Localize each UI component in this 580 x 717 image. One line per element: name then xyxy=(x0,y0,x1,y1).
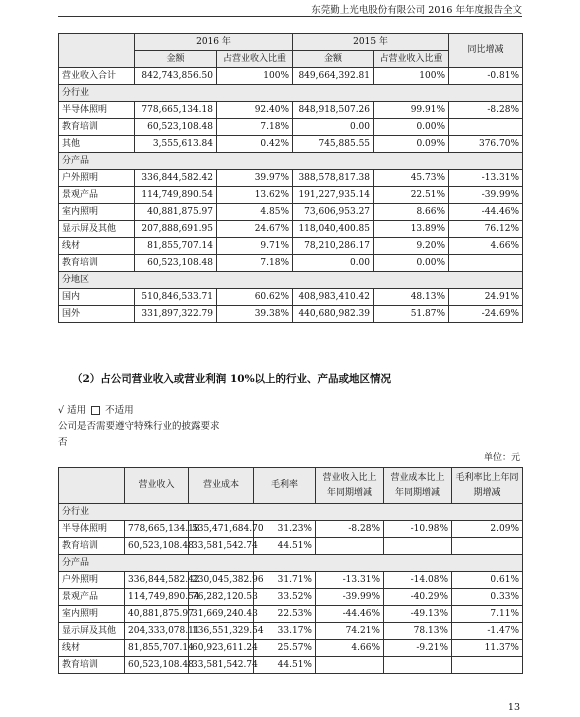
yoy-cell: -13.31% xyxy=(449,170,523,187)
amount-2016-cell: 3,555,613.84 xyxy=(135,136,217,153)
header-margin: 毛利率 xyxy=(254,468,316,504)
table-row xyxy=(59,589,523,606)
revenue-cell: 336,844,582.42 xyxy=(125,572,189,589)
share-2016-cell: 39.38% xyxy=(217,306,293,323)
revenue-change-cell: 74.21% xyxy=(316,623,384,640)
revenue-change-cell xyxy=(316,538,384,555)
amount-2015-cell: 848,918,507.26 xyxy=(293,102,374,119)
industry-product-table xyxy=(58,467,523,674)
revenue-change-cell: 4.66% xyxy=(316,640,384,657)
margin-change-cell: 7.11% xyxy=(452,606,523,623)
header-share-2015: 占营业收入比重 xyxy=(374,51,449,68)
page-number: 13 xyxy=(507,702,520,713)
row-label: 显示屏及其他 xyxy=(59,221,135,238)
applicability-line xyxy=(58,402,134,416)
yoy-cell: -24.69% xyxy=(449,306,523,323)
table-row xyxy=(59,606,523,623)
section-row xyxy=(59,272,523,289)
share-2016-cell: 24.67% xyxy=(217,221,293,238)
amount-2015-cell: 745,885.55 xyxy=(293,136,374,153)
header-2015: 2015 年 xyxy=(293,34,449,51)
revenue-cell: 114,749,890.54 xyxy=(125,589,189,606)
margin-change-cell: 0.61% xyxy=(452,572,523,589)
revenue-composition-body xyxy=(59,68,523,323)
section-label: 分产品 xyxy=(59,153,523,170)
checkbox-icon xyxy=(91,406,100,415)
cost-cell: 60,923,611.24 xyxy=(189,640,254,657)
revenue-cell: 60,523,108.48 xyxy=(125,538,189,555)
header-revenue: 营业收入 xyxy=(125,468,189,504)
table-row xyxy=(59,255,523,272)
amount-2015-cell: 73,606,953.27 xyxy=(293,204,374,221)
amount-2016-cell: 81,855,707.14 xyxy=(135,238,217,255)
cost-cell: 33,581,542.74 xyxy=(189,538,254,555)
table-row xyxy=(59,68,523,85)
table-row xyxy=(59,623,523,640)
yoy-cell: -39.99% xyxy=(449,187,523,204)
amount-2015-cell: 388,578,817.38 xyxy=(293,170,374,187)
amount-2015-cell: 118,040,400.85 xyxy=(293,221,374,238)
cost-change-cell: -14.08% xyxy=(384,572,452,589)
share-2016-cell: 39.97% xyxy=(217,170,293,187)
table-row xyxy=(59,657,523,674)
header-share-2016: 占营业收入比重 xyxy=(217,51,293,68)
margin-cell: 25.57% xyxy=(254,640,316,657)
revenue-change-cell: -8.28% xyxy=(316,521,384,538)
margin-change-cell xyxy=(452,538,523,555)
amount-2016-cell: 60,523,108.48 xyxy=(135,119,217,136)
share-2015-cell: 0.00% xyxy=(374,255,449,272)
amount-2016-cell: 207,888,691.95 xyxy=(135,221,217,238)
row-label: 国外 xyxy=(59,306,135,323)
disclosure-answer: 否 xyxy=(58,437,68,448)
row-label: 室内照明 xyxy=(59,204,135,221)
row-label: 景观产品 xyxy=(59,187,135,204)
table-row xyxy=(59,306,523,323)
margin-change-cell: -1.47% xyxy=(452,623,523,640)
yoy-cell: -0.81% xyxy=(449,68,523,85)
amount-2015-cell: 191,227,935.14 xyxy=(293,187,374,204)
row-label: 室内照明 xyxy=(59,606,125,623)
share-2016-cell: 0.42% xyxy=(217,136,293,153)
row-label: 教育培训 xyxy=(59,119,135,136)
share-2015-cell: 99.91% xyxy=(374,102,449,119)
row-label: 教育培训 xyxy=(59,255,135,272)
share-2016-cell: 7.18% xyxy=(217,255,293,272)
section-row xyxy=(59,85,523,102)
share-2016-cell: 100% xyxy=(217,68,293,85)
margin-cell: 33.17% xyxy=(254,623,316,640)
yoy-cell xyxy=(449,119,523,136)
header-cost-change: 营业成本比上年同期增减 xyxy=(384,468,452,504)
margin-change-cell: 0.33% xyxy=(452,589,523,606)
share-2016-cell: 4.85% xyxy=(217,204,293,221)
margin-change-cell: 2.09% xyxy=(452,521,523,538)
header-rule xyxy=(58,16,522,17)
amount-2016-cell: 60,523,108.48 xyxy=(135,255,217,272)
table-row xyxy=(59,136,523,153)
share-2016-cell: 13.62% xyxy=(217,187,293,204)
share-2015-cell: 13.89% xyxy=(374,221,449,238)
share-2015-cell: 100% xyxy=(374,68,449,85)
row-label: 户外照明 xyxy=(59,572,125,589)
header-cost: 营业成本 xyxy=(189,468,254,504)
applicable-check-icon: √ xyxy=(58,405,65,416)
cost-change-cell: -9.21% xyxy=(384,640,452,657)
share-2015-cell: 0.09% xyxy=(374,136,449,153)
cost-cell: 76,282,120.53 xyxy=(189,589,254,606)
margin-cell: 44.51% xyxy=(254,657,316,674)
header-blank xyxy=(59,468,125,504)
share-2016-cell: 9.71% xyxy=(217,238,293,255)
cost-cell: 535,471,684.70 xyxy=(189,521,254,538)
unit-label: 单位：元 xyxy=(483,453,520,463)
amount-2015-cell: 0.00 xyxy=(293,119,374,136)
revenue-change-cell: -44.46% xyxy=(316,606,384,623)
section-label: 分行业 xyxy=(59,504,523,521)
share-2015-cell: 48.13% xyxy=(374,289,449,306)
yoy-cell: 76.12% xyxy=(449,221,523,238)
revenue-change-cell: -39.99% xyxy=(316,589,384,606)
row-label: 显示屏及其他 xyxy=(59,623,125,640)
header-amount-2015: 金额 xyxy=(293,51,374,68)
cost-change-cell: -10.98% xyxy=(384,521,452,538)
page-header: 东莞勤上光电股份有限公司 2016 年年度报告全文 xyxy=(311,5,522,16)
amount-2016-cell: 778,665,134.18 xyxy=(135,102,217,119)
revenue-cell: 204,333,078.11 xyxy=(125,623,189,640)
table-row xyxy=(59,170,523,187)
table-row xyxy=(59,238,523,255)
table-row xyxy=(59,187,523,204)
header-margin-change: 毛利率比上年同期增减 xyxy=(452,468,523,504)
margin-cell: 31.23% xyxy=(254,521,316,538)
amount-2015-cell: 849,664,392.81 xyxy=(293,68,374,85)
cost-cell: 230,045,382.96 xyxy=(189,572,254,589)
table-row xyxy=(59,640,523,657)
amount-2015-cell: 440,680,982.39 xyxy=(293,306,374,323)
share-2015-cell: 8.66% xyxy=(374,204,449,221)
yoy-cell: 4.66% xyxy=(449,238,523,255)
row-label: 国内 xyxy=(59,289,135,306)
amount-2016-cell: 842,743,856.50 xyxy=(135,68,217,85)
row-label: 其他 xyxy=(59,136,135,153)
row-label: 户外照明 xyxy=(59,170,135,187)
amount-2016-cell: 336,844,582.42 xyxy=(135,170,217,187)
amount-2016-cell: 40,881,875.97 xyxy=(135,204,217,221)
section-label: 分行业 xyxy=(59,85,523,102)
cost-cell: 33,581,542.74 xyxy=(189,657,254,674)
cost-change-cell xyxy=(384,657,452,674)
applicable-label: 适用 xyxy=(67,405,87,416)
cost-cell: 136,551,329.54 xyxy=(189,623,254,640)
section-heading: （2）占公司营业收入或营业利润 10%以上的行业、产品或地区情况 xyxy=(72,373,392,385)
revenue-change-cell: -13.31% xyxy=(316,572,384,589)
section-row xyxy=(59,555,523,572)
amount-2016-cell: 331,897,322.79 xyxy=(135,306,217,323)
yoy-cell: 24.91% xyxy=(449,289,523,306)
header-yoy: 同比增减 xyxy=(449,34,523,68)
yoy-cell: -44.46% xyxy=(449,204,523,221)
cost-change-cell: -49.13% xyxy=(384,606,452,623)
section-label: 分产品 xyxy=(59,555,523,572)
header-revenue-change: 营业收入比上年同期增减 xyxy=(316,468,384,504)
row-label: 半导体照明 xyxy=(59,102,135,119)
table-row xyxy=(59,538,523,555)
share-2016-cell: 60.62% xyxy=(217,289,293,306)
yoy-cell: 376.70% xyxy=(449,136,523,153)
revenue-composition-table xyxy=(58,33,523,323)
table-row xyxy=(59,572,523,589)
revenue-cell: 40,881,875.97 xyxy=(125,606,189,623)
share-2015-cell: 22.51% xyxy=(374,187,449,204)
margin-cell: 33.52% xyxy=(254,589,316,606)
amount-2015-cell: 0.00 xyxy=(293,255,374,272)
share-2015-cell: 0.00% xyxy=(374,119,449,136)
industry-product-body xyxy=(59,504,523,674)
table-row xyxy=(59,221,523,238)
cost-change-cell: 78.13% xyxy=(384,623,452,640)
header-amount-2016: 金额 xyxy=(135,51,217,68)
share-2015-cell: 51.87% xyxy=(374,306,449,323)
revenue-change-cell xyxy=(316,657,384,674)
share-2016-cell: 92.40% xyxy=(217,102,293,119)
section-row xyxy=(59,153,523,170)
margin-change-cell: 11.37% xyxy=(452,640,523,657)
revenue-cell: 60,523,108.48 xyxy=(125,657,189,674)
yoy-cell xyxy=(449,255,523,272)
revenue-cell: 778,665,134.18 xyxy=(125,521,189,538)
row-label: 教育培训 xyxy=(59,657,125,674)
cost-change-cell xyxy=(384,538,452,555)
amount-2016-cell: 510,846,533.71 xyxy=(135,289,217,306)
cost-change-cell: -40.29% xyxy=(384,589,452,606)
disclosure-question: 公司是否需要遵守特殊行业的披露要求 xyxy=(58,421,220,432)
header-2016: 2016 年 xyxy=(135,34,293,51)
row-label: 线材 xyxy=(59,238,135,255)
share-2016-cell: 7.18% xyxy=(217,119,293,136)
yoy-cell: -8.28% xyxy=(449,102,523,119)
share-2015-cell: 45.73% xyxy=(374,170,449,187)
cost-cell: 31,669,240.43 xyxy=(189,606,254,623)
table-row xyxy=(59,119,523,136)
header-blank xyxy=(59,34,135,68)
row-label: 半导体照明 xyxy=(59,521,125,538)
table-row xyxy=(59,521,523,538)
amount-2015-cell: 408,983,410.42 xyxy=(293,289,374,306)
row-label: 营业收入合计 xyxy=(59,68,135,85)
row-label: 景观产品 xyxy=(59,589,125,606)
share-2015-cell: 9.20% xyxy=(374,238,449,255)
amount-2015-cell: 78,210,286.17 xyxy=(293,238,374,255)
table-row xyxy=(59,102,523,119)
margin-cell: 44.51% xyxy=(254,538,316,555)
table-row xyxy=(59,289,523,306)
table-row xyxy=(59,204,523,221)
not-applicable-label: 不适用 xyxy=(105,405,134,416)
row-label: 教育培训 xyxy=(59,538,125,555)
margin-change-cell xyxy=(452,657,523,674)
margin-cell: 22.53% xyxy=(254,606,316,623)
revenue-cell: 81,855,707.14 xyxy=(125,640,189,657)
margin-cell: 31.71% xyxy=(254,572,316,589)
section-label: 分地区 xyxy=(59,272,523,289)
amount-2016-cell: 114,749,890.54 xyxy=(135,187,217,204)
row-label: 线材 xyxy=(59,640,125,657)
section-row xyxy=(59,504,523,521)
